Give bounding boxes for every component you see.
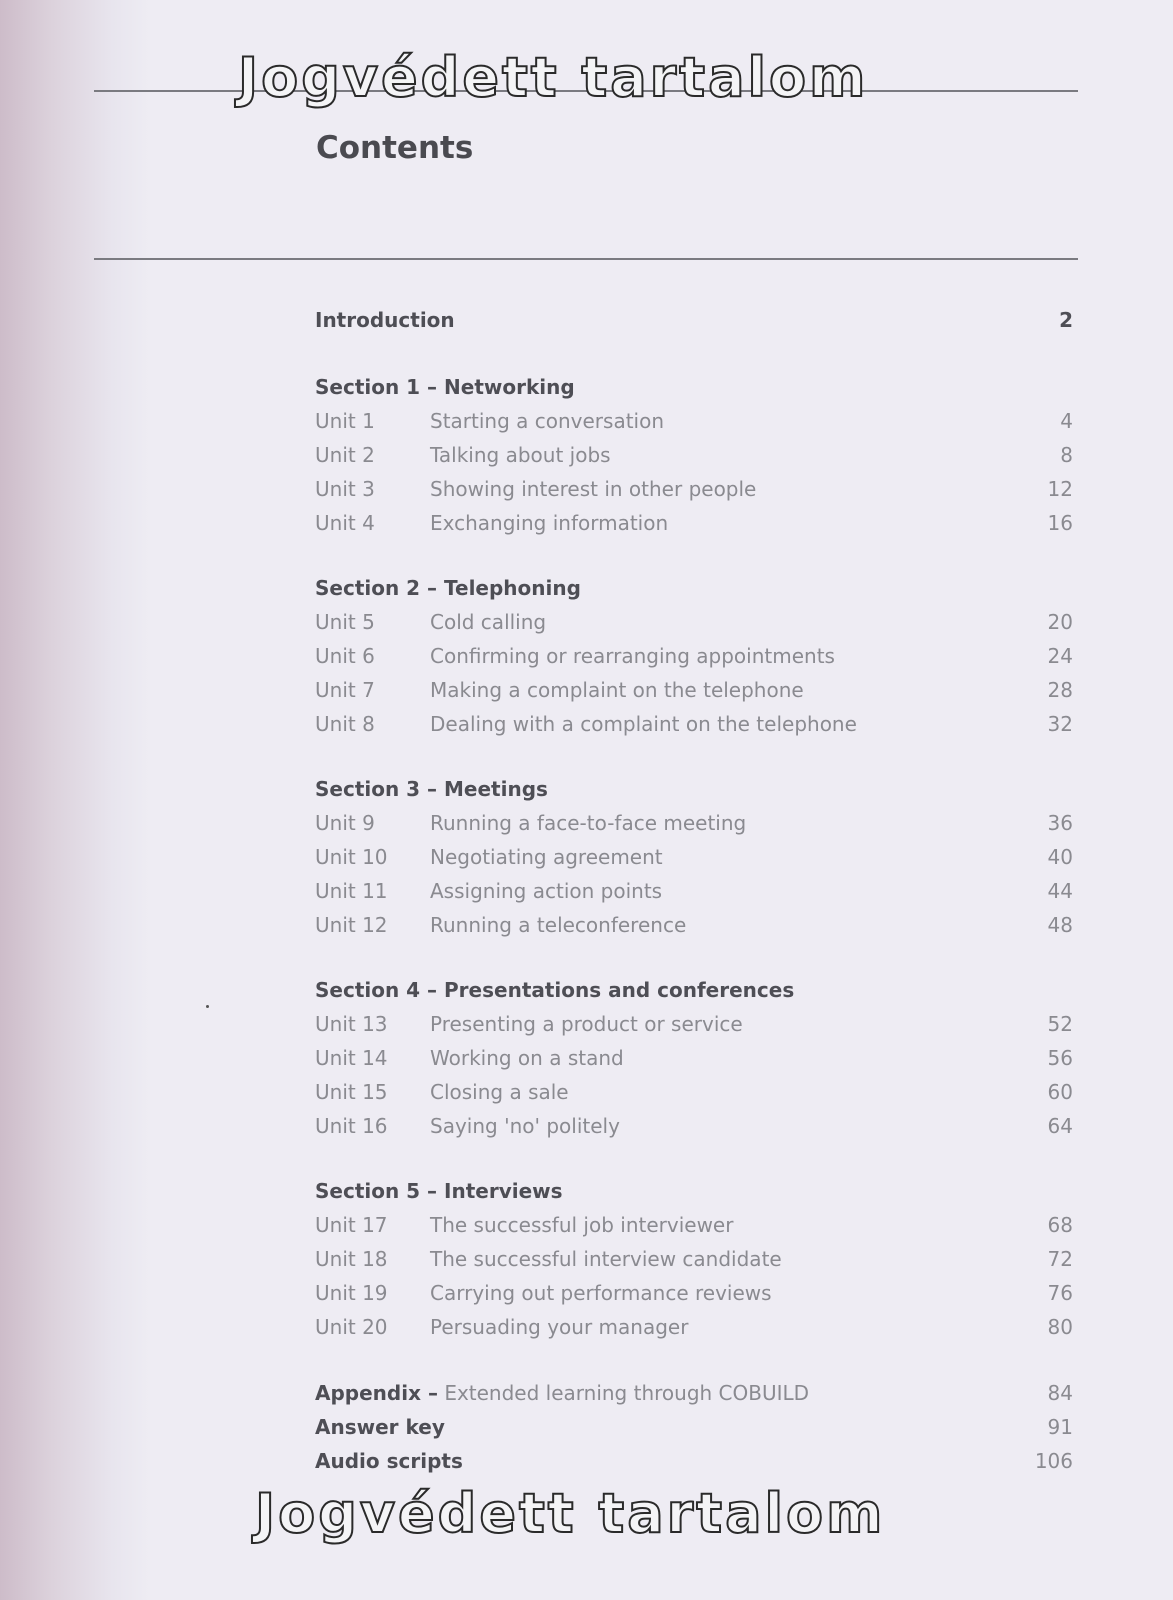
book-spine-shadow [0,0,150,1600]
unit-number: Unit 2 [315,443,375,467]
unit-number: Unit 12 [315,913,388,937]
unit-title: Dealing with a complaint on the telephone [430,712,857,736]
unit-page: 48 [1047,913,1073,937]
toc-unit-row[interactable] [315,409,1095,441]
toc-unit-row[interactable] [315,1281,1095,1313]
unit-page: 52 [1047,1012,1073,1036]
unit-number: Unit 7 [315,678,375,702]
toc-answer-key[interactable] [315,1415,1095,1447]
toc-unit-row[interactable] [315,879,1095,911]
section-heading: Section 5 – Interviews [315,1179,563,1203]
unit-number: Unit 9 [315,811,375,835]
unit-page: 40 [1047,845,1073,869]
page-title: Contents [316,130,474,166]
section-heading: Section 4 – Presentations and conferences [315,978,795,1002]
unit-page: 16 [1047,511,1073,535]
unit-number: Unit 15 [315,1080,388,1104]
unit-page: 8 [1060,443,1073,467]
unit-title: Working on a stand [430,1046,624,1070]
watermark-bottom: Jogvédett tartalom [255,1482,886,1545]
toc-introduction[interactable] [315,308,1095,340]
unit-number: Unit 4 [315,511,375,535]
unit-number: Unit 6 [315,644,375,668]
unit-number: Unit 13 [315,1012,388,1036]
toc-unit-row[interactable] [315,443,1095,475]
unit-number: Unit 19 [315,1281,388,1305]
unit-number: Unit 16 [315,1114,388,1138]
appendix-label: Appendix – [315,1381,438,1405]
toc-unit-row[interactable] [315,811,1095,843]
section-heading: Section 2 – Telephoning [315,576,581,600]
unit-title: Negotiating agreement [430,845,663,869]
unit-page: 12 [1047,477,1073,501]
toc-page: 2 [1059,308,1073,332]
stray-mark [206,1005,209,1008]
toc-unit-row[interactable] [315,712,1095,744]
toc-unit-row[interactable] [315,1247,1095,1279]
unit-page: 60 [1047,1080,1073,1104]
unit-title: Persuading your manager [430,1315,689,1339]
unit-page: 4 [1060,409,1073,433]
toc-unit-row[interactable] [315,511,1095,543]
toc-unit-row[interactable] [315,1114,1095,1146]
unit-title: Carrying out performance reviews [430,1281,772,1305]
toc-unit-row[interactable] [315,644,1095,676]
title-divider [94,258,1078,260]
toc-label: Introduction [315,308,455,332]
unit-title: Assigning action points [430,879,663,903]
unit-page: 28 [1047,678,1073,702]
unit-number: Unit 5 [315,610,375,634]
unit-title: Confirming or rearranging appointments [430,644,835,668]
toc-unit-row[interactable] [315,1315,1095,1347]
unit-title: Presenting a product or service [430,1012,743,1036]
appendix-subtitle: Extended learning through COBUILD [444,1381,810,1405]
unit-title: Exchanging information [430,511,669,535]
toc-unit-row[interactable] [315,477,1095,509]
unit-title: Talking about jobs [430,443,611,467]
unit-number: Unit 8 [315,712,375,736]
unit-title: Saying 'no' politely [430,1114,620,1138]
toc-unit-row[interactable] [315,1012,1095,1044]
toc-page: 106 [1034,1449,1073,1473]
unit-page: 44 [1047,879,1073,903]
unit-page: 20 [1047,610,1073,634]
toc-unit-row[interactable] [315,1213,1095,1245]
unit-number: Unit 1 [315,409,375,433]
section-heading: Section 1 – Networking [315,375,575,399]
unit-title: Running a teleconference [430,913,687,937]
watermark-top: Jogvédett tartalom [238,46,869,109]
unit-page: 56 [1047,1046,1073,1070]
section-heading: Section 3 – Meetings [315,777,548,801]
toc-label: Answer key [315,1415,445,1439]
toc-unit-row[interactable] [315,1080,1095,1112]
unit-number: Unit 11 [315,879,388,903]
unit-title: Showing interest in other people [430,477,757,501]
unit-number: Unit 3 [315,477,375,501]
toc-page: 84 [1047,1381,1073,1405]
unit-title: Starting a conversation [430,409,665,433]
toc-unit-row[interactable] [315,845,1095,877]
toc-unit-row[interactable] [315,913,1095,945]
unit-number: Unit 17 [315,1213,388,1237]
unit-number: Unit 18 [315,1247,388,1271]
toc-unit-row[interactable] [315,1046,1095,1078]
unit-page: 72 [1047,1247,1073,1271]
toc-appendix[interactable] [315,1381,1095,1413]
unit-title: The successful interview candidate [430,1247,782,1271]
unit-page: 76 [1047,1281,1073,1305]
unit-title: The successful job interviewer [430,1213,734,1237]
toc-unit-row[interactable] [315,678,1095,710]
unit-page: 64 [1047,1114,1073,1138]
unit-page: 80 [1047,1315,1073,1339]
unit-page: 68 [1047,1213,1073,1237]
toc-label: Audio scripts [315,1449,463,1473]
toc-audio-scripts[interactable] [315,1449,1095,1481]
unit-number: Unit 14 [315,1046,388,1070]
unit-page: 32 [1047,712,1073,736]
unit-title: Making a complaint on the telephone [430,678,804,702]
unit-number: Unit 10 [315,845,388,869]
unit-page: 24 [1047,644,1073,668]
unit-title: Running a face-to-face meeting [430,811,747,835]
unit-number: Unit 20 [315,1315,388,1339]
unit-title: Closing a sale [430,1080,569,1104]
unit-title: Cold calling [430,610,547,634]
toc-unit-row[interactable] [315,610,1095,642]
toc-page: 91 [1047,1415,1073,1439]
unit-page: 36 [1047,811,1073,835]
